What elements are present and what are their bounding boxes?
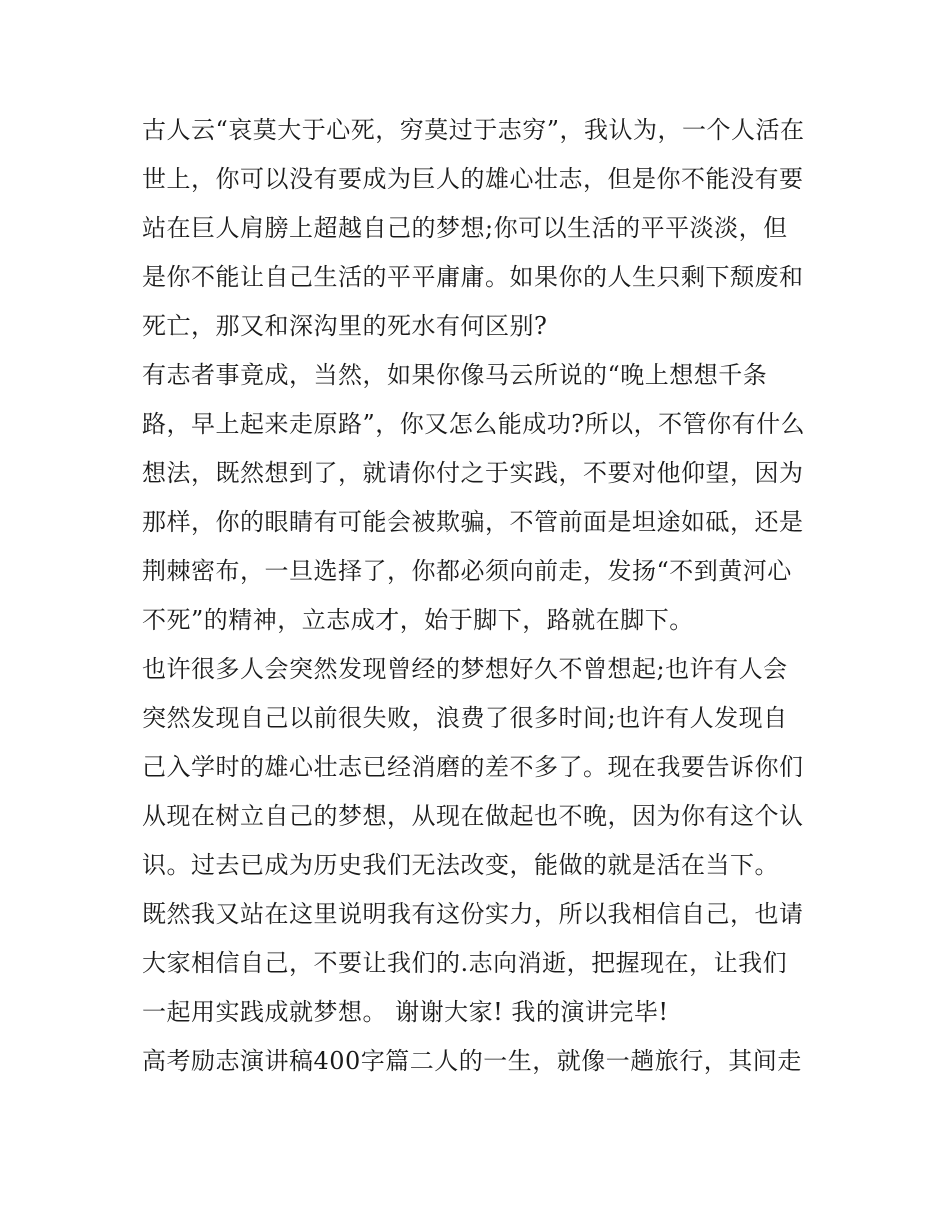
text-line: 荆棘密布，一旦选择了，你都必须向前走，发扬“不到黄河心 [142, 557, 792, 585]
text-line: 死亡，那又和深沟里的死水有何区别? [142, 312, 548, 340]
text-line: 站在巨人肩膀上超越自己的梦想;你可以生活的平平淡淡，但 [142, 214, 788, 242]
text-line: 识。过去已成为历史我们无法改变，能做的就是活在当下。 [142, 851, 779, 879]
text-line: 不死”的精神，立志成才，始于脚下，路就在脚下。 [142, 606, 694, 634]
text-line: 既然我又站在这里说明我有这份实力，所以我相信自己，也请 [142, 900, 804, 928]
text-line: 高考励志演讲稿400字篇二人的一生，就像一趟旅行，其间走 [142, 1047, 802, 1075]
text-line: 古人云“哀莫大于心死，穷莫过于志穷”，我认为，一个人活在 [142, 116, 805, 144]
document-body [142, 106, 822, 1086]
text-line: 一起用实践成就梦想。 谢谢大家! 我的演讲完毕! [142, 998, 669, 1026]
text-line: 想法，既然想到了，就请你付之于实践，不要对他仰望，因为 [142, 459, 804, 487]
text-line: 那样，你的眼睛有可能会被欺骗，不管前面是坦途如砥，还是 [142, 508, 804, 536]
text-line: 世上，你可以没有要成为巨人的雄心壮志，但是你不能没有要 [142, 165, 804, 193]
text-line: 也许很多人会突然发现曾经的梦想好久不曾想起;也许有人会 [142, 655, 788, 683]
text-line: 大家相信自己，不要让我们的.志向消逝，把握现在，让我们 [142, 949, 788, 977]
text-line: 突然发现自己以前很失败，浪费了很多时间;也许有人发现自 [142, 704, 788, 732]
text-line: 己入学时的雄心壮志已经消磨的差不多了。现在我要告诉你们 [142, 753, 804, 781]
text-line: 是你不能让自己生活的平平庸庸。如果你的人生只剩下颓废和 [142, 263, 804, 291]
text-line: 有志者事竟成，当然，如果你像马云所说的“晚上想想千条 [142, 361, 768, 389]
text-line: 路，早上起来走原路”，你又怎么能成功?所以，不管你有什么 [142, 410, 806, 438]
text-line: 从现在树立自己的梦想，从现在做起也不晚，因为你有这个认 [142, 802, 804, 830]
